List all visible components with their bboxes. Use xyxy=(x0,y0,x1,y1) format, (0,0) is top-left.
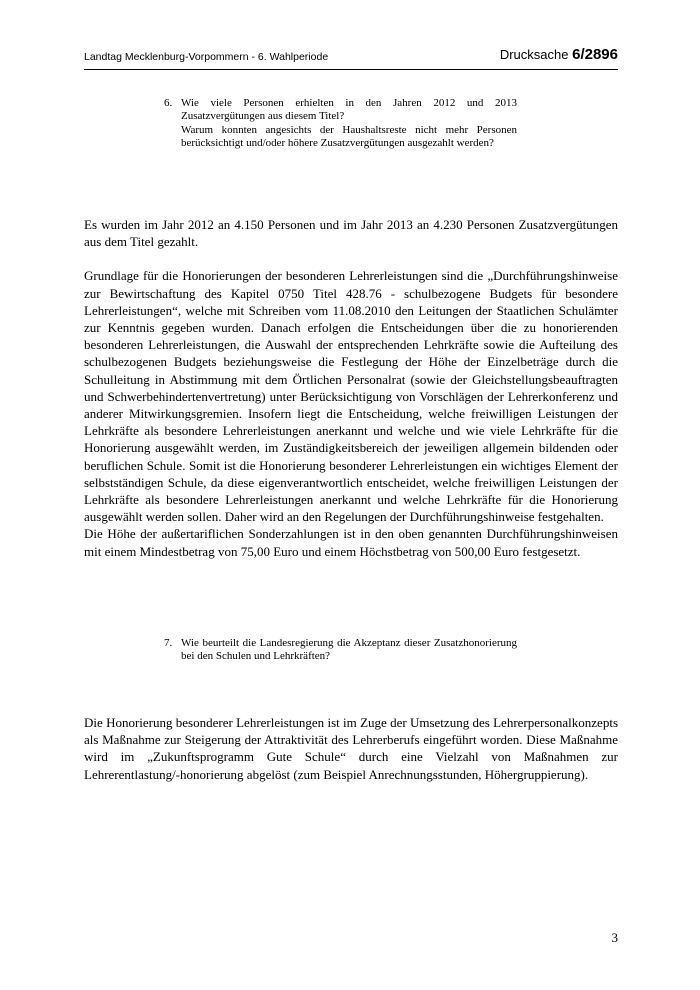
question-6-number: 6. xyxy=(164,97,173,109)
question-6 xyxy=(164,97,517,151)
answer-7-paragraph-1: Die Honorierung besonderer Lehrerleistungen ist im Zuge der Umsetzung des Lehrerpersonalkonzepts als Maßnahme zur Steigerung der Attraktivität des Lehrerberufs eingeführt worden. Diese Maßnahme wird im „Zukunftsprogramm Gute Schule“ durch eine Vielzahl von Maßnahmen zur Lehrerentlastung/-honorierung abgelöst (zum Beispiel Anrechnungsstunden, Höhergruppierung). xyxy=(84,715,618,782)
doc-number: 6/2896 xyxy=(572,46,618,63)
header-rule xyxy=(84,69,618,70)
answer-7 xyxy=(84,714,618,783)
answer-6 xyxy=(84,216,618,560)
answer-6-paragraph-3: Die Höhe der außertariflichen Sonderzahlungen ist in den oben genannten Durchführungshinweisen mit einem Mindestbetrag von 75,00 Euro und einem Höchstbetrag von 500,00 Euro festgesetzt. xyxy=(84,526,618,559)
question-7-number: 7. xyxy=(164,637,173,649)
question-7-text: Wie beurteilt die Landesregierung die Akzeptanz dieser Zusatzhonorierung bei den Schulen und Lehrkräften? xyxy=(181,637,517,663)
answer-6-paragraph-2: Grundlage für die Honorierungen der besonderen Lehrerleistungen sind die „Durchführungshinweise zur Bewirtschaftung des Kapitel 0750 Titel 428.76 - schulbezogene Budgets für besondere Lehrerleistungen“, welche mit Schreiben vom 11.08.2010 den Leitungen der Staatlichen Schulämter zur Kenntnis gegeben wurden. Danach erfolgen die Entscheidungen über die zu honorierenden besonderen Lehrerleistungen, die Auswahl der entsprechenden Lehrkräfte sowie die Aufteilung des schulbezogenen Budgets beziehungsweise die Festlegung der Höhe der Einzelbeträge durch die Schulleitung in Abstimmung mit dem Örtlichen Personalrat (sowie der Gleichstellungsbeauftragten und Schwerbehindertenvertretung) unter Berücksichtigung von Vorschlägen der Lehrerkonferenz und anderer Mitwirkungsgremien. Insofern liegt die Entscheidung, welche freiwilligen Leistungen der Lehrkräfte als besondere Lehrerleistungen anerkannt und welche und wie viele Lehrkräfte für die Honorierung ausgewählt werden, im Zuständigkeitsbereich der jeweiligen allgemein bildenden oder beruflichen Schule. Somit ist die Honorierung besonderer Lehrerleistungen ein wichtiges Element der selbstständigen Schule, da diese eigenverantwortlich entscheidet, welche freiwilligen Leistungen der Lehrkräfte als besondere Lehrerleistungen anerkannt und welche Lehrkräfte für die Honorierung ausgewählt werden sollen. Daher wird an den Regelungen der Durchführungshinweise festgehalten. xyxy=(84,268,618,525)
header-document-number xyxy=(500,46,618,63)
header-parliament: Landtag Mecklenburg-Vorpommern - 6. Wahlperiode xyxy=(84,51,329,63)
question-6-text: Wie viele Personen erhielten in den Jahren 2012 und 2013 Zusatzvergütungen aus diesem Titel? xyxy=(181,97,517,123)
question-6-followup: Warum konnten angesichts der Haushaltsreste nicht mehr Personen berücksichtigt und/oder höhere Zusatzvergütungen ausgezahlt werden? xyxy=(181,123,517,150)
page-header xyxy=(84,46,618,68)
answer-6-paragraph-1: Es wurden im Jahr 2012 an 4.150 Personen und im Jahr 2013 an 4.230 Personen Zusatzvergütungen aus dem Titel gezahlt. xyxy=(84,217,618,250)
page-number: 3 xyxy=(611,930,618,945)
doc-label: Drucksache xyxy=(499,47,569,62)
question-7 xyxy=(164,637,517,664)
